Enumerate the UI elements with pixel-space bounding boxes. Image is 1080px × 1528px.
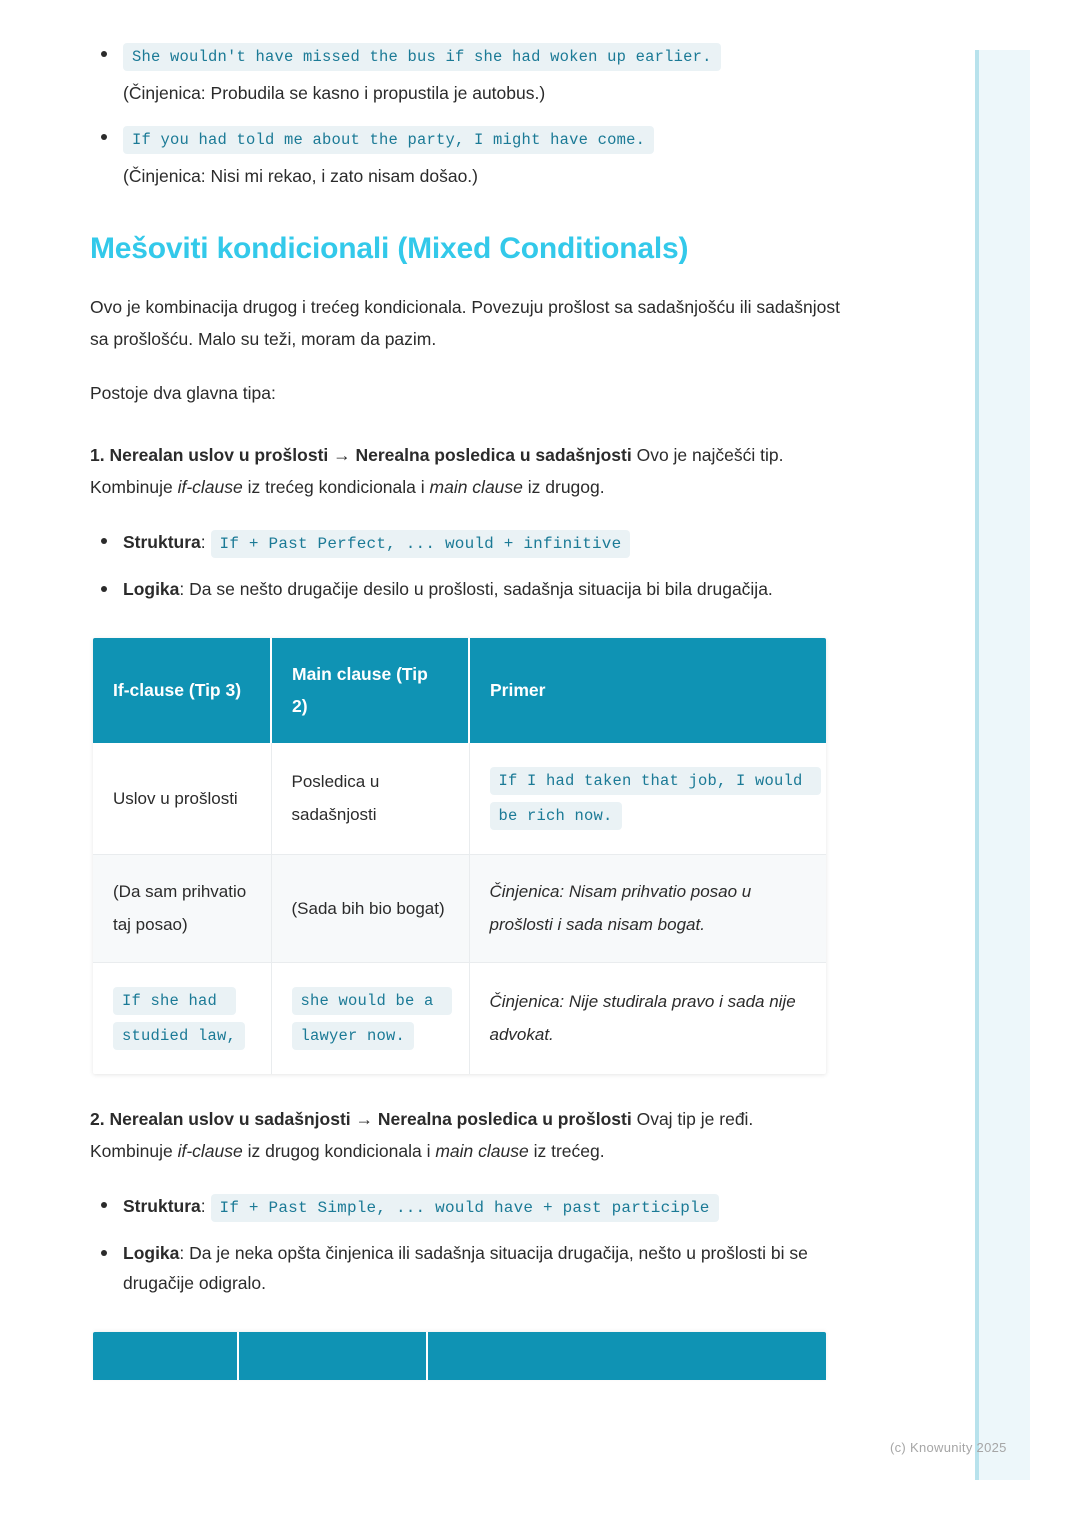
primer-code: If I had taken that job, I would be rich now. bbox=[490, 767, 822, 831]
type1-desc-part1: Ovo je najčešći tip. Kombinuje bbox=[90, 444, 784, 497]
struktura-label: Struktura bbox=[123, 531, 201, 552]
fact-note: (Činjenica: Probudila se kasno i propustila je autobus.) bbox=[123, 82, 546, 103]
colon: : bbox=[200, 531, 211, 552]
list-item bbox=[90, 40, 840, 107]
mixed-conditionals-table-2-wrap bbox=[93, 1332, 826, 1380]
list-item bbox=[90, 123, 840, 190]
table-header-row bbox=[93, 1332, 826, 1380]
mixed-conditionals-table-2 bbox=[93, 1332, 826, 1380]
colon: : bbox=[200, 1195, 211, 1216]
type1-intro bbox=[90, 440, 840, 504]
example-sentence-code: If you had told me about the party, I might have come. bbox=[123, 126, 654, 154]
logika-label: Logika bbox=[123, 578, 180, 599]
list-item-logika bbox=[90, 1238, 840, 1298]
fact-note: (Činjenica: Nisi mi rekao, i zato nisam došao.) bbox=[123, 166, 478, 187]
cell-if-clause: Uslov u prošlosti bbox=[93, 743, 271, 855]
type1-heading: 1. Nerealan uslov u prošlosti → Nerealna posledica u sadašnjosti bbox=[90, 444, 632, 465]
type1-desc-part2: iz trećeg kondicionala i bbox=[242, 476, 430, 497]
type1-desc-em1: if-clause bbox=[177, 476, 243, 497]
example-bullet-list bbox=[90, 40, 840, 190]
column-header-2 bbox=[238, 1332, 427, 1380]
logika-text: : Da je neka opšta činjenica ili sadašnja situacija drugačija, nešto u prošlosti bi se drugačije odigralo. bbox=[123, 1242, 808, 1294]
type1-definition-list bbox=[90, 526, 840, 604]
table-header-row bbox=[93, 638, 826, 743]
type2-desc-em1: if-clause bbox=[177, 1141, 243, 1162]
cell-main-clause: Posledica u sadašnjosti bbox=[271, 743, 469, 855]
list-item-struktura bbox=[90, 526, 840, 562]
column-header-main-clause: Main clause (Tip 2) bbox=[271, 638, 469, 743]
type2-desc-part2: iz drugog kondicionala i bbox=[242, 1141, 436, 1162]
cell-main-clause bbox=[271, 962, 469, 1074]
column-header-primer: Primer bbox=[469, 638, 826, 743]
cell-primer bbox=[469, 743, 826, 855]
table-row bbox=[93, 855, 826, 962]
page-title: Mešoviti kondicionali (Mixed Conditionals) bbox=[90, 232, 689, 266]
main-clause-code: she would be a lawyer now. bbox=[292, 987, 453, 1051]
logika-text: : Da se nešto drugačije desilo u prošlosti, sadašnja situacija bi bila drugačija. bbox=[179, 578, 773, 599]
cell-if-clause: (Da sam prihvatio taj posao) bbox=[93, 855, 271, 962]
list-item-struktura bbox=[90, 1190, 840, 1226]
if-clause-code: If she had studied law, bbox=[113, 987, 245, 1051]
type2-desc-em2: main clause bbox=[435, 1141, 529, 1162]
cell-primer: Činjenica: Nije studirala pravo i sada nije advokat. bbox=[489, 992, 796, 1045]
cell-primer: Činjenica: Nisam prihvatio posao u prošlosti i sada nisam bogat. bbox=[469, 855, 826, 962]
list-item-logika bbox=[90, 574, 840, 604]
type2-desc-part3: iz trećeg. bbox=[528, 1141, 605, 1162]
type2-intro bbox=[90, 1104, 840, 1168]
mixed-conditionals-table-1 bbox=[93, 638, 826, 1075]
type1-desc-part3: iz drugog. bbox=[522, 476, 605, 497]
type2-desc-part1: Ovaj tip je ređi. Kombinuje bbox=[90, 1109, 754, 1162]
struktura-code: If + Past Simple, ... would have + past participle bbox=[211, 1194, 719, 1222]
cell-if-clause bbox=[93, 962, 271, 1074]
watermark: (c) Knowunity 2025 bbox=[890, 1440, 1007, 1455]
column-header-3 bbox=[427, 1332, 826, 1380]
column-header-if-clause: If-clause (Tip 3) bbox=[93, 638, 271, 743]
type2-heading: 2. Nerealan uslov u sadašnjosti → Nerealna posledica u prošlosti bbox=[90, 1109, 632, 1130]
right-side-panel bbox=[975, 50, 1030, 1480]
struktura-code: If + Past Perfect, ... would + infinitive bbox=[211, 530, 631, 558]
table-row bbox=[93, 743, 826, 855]
code-chip bbox=[123, 40, 840, 75]
type2-definition-list bbox=[90, 1190, 840, 1298]
type1-desc-em2: main clause bbox=[429, 476, 523, 497]
code-chip bbox=[123, 123, 840, 158]
table-row bbox=[93, 962, 826, 1074]
column-header-1 bbox=[93, 1332, 238, 1380]
struktura-label: Struktura bbox=[123, 1195, 201, 1216]
cell-main-clause: (Sada bih bio bogat) bbox=[271, 855, 469, 962]
logika-label: Logika bbox=[123, 1242, 180, 1263]
example-sentence-code: She wouldn't have missed the bus if she had woken up earlier. bbox=[123, 43, 721, 71]
section-lead-paragraph: Postoje dva glavna tipa: bbox=[90, 383, 276, 404]
mixed-conditionals-table-1-wrap bbox=[93, 638, 826, 1075]
section-intro-paragraph: Ovo je kombinacija drugog i trećeg kondicionala. Povezuju prošlost sa sadašnjošću ili sadašnjost sa prošlošću. Malo su teži, moram da pazim. bbox=[90, 297, 840, 350]
